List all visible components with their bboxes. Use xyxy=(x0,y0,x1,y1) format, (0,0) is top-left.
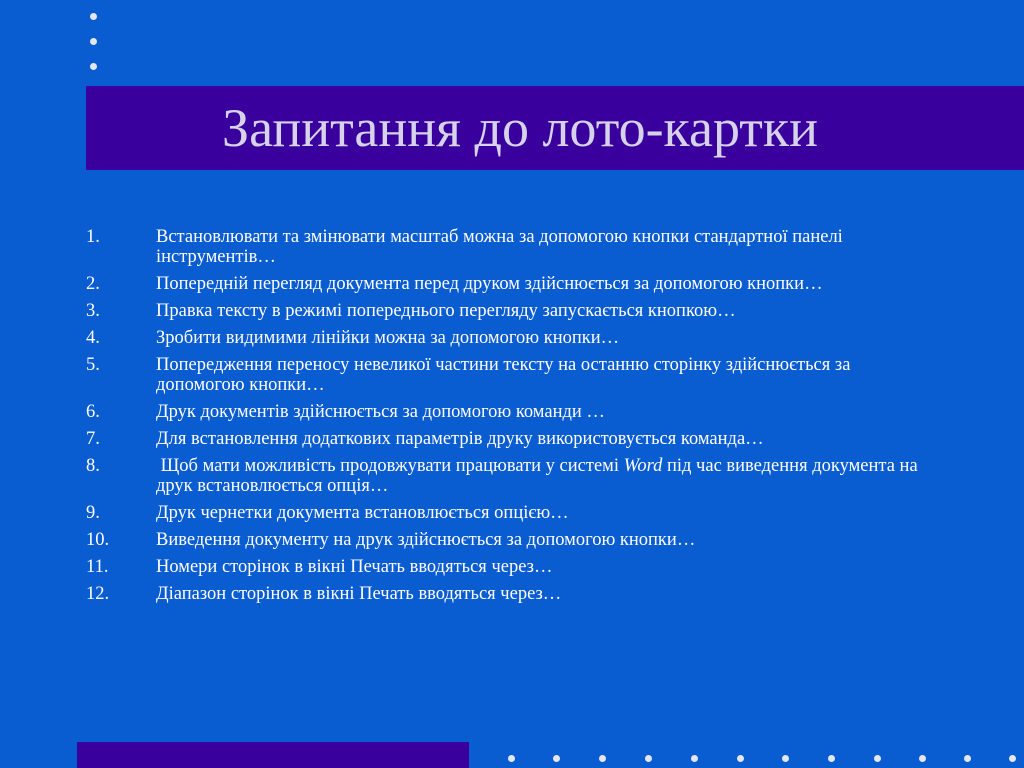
question-number: 3. xyxy=(86,301,100,321)
question-text: Попередній перегляд документа перед друком здійснюється за допомогою кнопки… xyxy=(156,274,823,294)
decor-dot xyxy=(90,13,97,20)
question-text xyxy=(156,456,936,496)
decor-dot xyxy=(874,755,881,762)
word-emphasis: Word xyxy=(623,456,663,476)
question-text: Виведення документу на друк здійснюється за допомогою кнопки… xyxy=(156,530,696,550)
question-number: 8. xyxy=(86,456,100,476)
question-item xyxy=(86,227,986,267)
question-number: 9. xyxy=(86,503,100,523)
question-number: 10. xyxy=(86,530,110,550)
decor-dot xyxy=(599,755,606,762)
decor-dot xyxy=(90,38,97,45)
question-item xyxy=(86,584,986,604)
slide-title: Запитання до лото-картки xyxy=(222,98,818,158)
question-text: Друк документів здійснюється за допомогою команди … xyxy=(156,402,605,422)
decor-dot xyxy=(782,755,789,762)
question-number: 2. xyxy=(86,274,100,294)
decor-dot xyxy=(508,755,515,762)
question-text: Попередження переносу невеликої частини тексту на останню сторінку здійснюється за допомогою кнопки… xyxy=(156,355,851,395)
decor-dot xyxy=(1009,755,1016,762)
question-item xyxy=(86,557,986,577)
question-number: 6. xyxy=(86,402,100,422)
decor-dot xyxy=(645,755,652,762)
question-text: Встановлювати та змінювати масштаб можна за допомогою кнопки стандартної панелі інструментів… xyxy=(156,227,843,267)
question-number: 4. xyxy=(86,328,100,348)
question-item xyxy=(86,456,986,496)
footer-band xyxy=(77,742,469,768)
question-text: Номери сторінок в вікні Печать вводяться через… xyxy=(156,557,553,577)
question-item xyxy=(86,530,986,550)
questions-list xyxy=(86,227,986,611)
question-item xyxy=(86,355,986,395)
question-item xyxy=(86,328,986,348)
question-item xyxy=(86,503,986,523)
question-number: 5. xyxy=(86,355,100,375)
question-text: Зробити видимими лінійки можна за допомогою кнопки… xyxy=(156,328,620,348)
question-text: Для встановлення додаткових параметрів друку використовується команда… xyxy=(156,429,764,449)
question-item xyxy=(86,274,986,294)
question-item xyxy=(86,429,986,449)
question-item xyxy=(86,402,986,422)
question-text-part: Щоб мати можливість продовжувати працювати у системі xyxy=(156,456,624,476)
question-text: Правка тексту в режимі попереднього перегляду запускається кнопкою… xyxy=(156,301,736,321)
decor-dot xyxy=(90,63,97,70)
question-number: 12. xyxy=(86,584,110,604)
decor-dot xyxy=(691,755,698,762)
decor-dot xyxy=(828,755,835,762)
decor-dot xyxy=(964,755,971,762)
question-number: 7. xyxy=(86,429,100,449)
decor-dot xyxy=(553,755,560,762)
decor-dot xyxy=(737,755,744,762)
question-item xyxy=(86,301,986,321)
question-text-part: під час виведення документа на друк встановлюється опція… xyxy=(156,456,918,496)
question-number: 11. xyxy=(86,557,109,577)
question-text: Друк чернетки документа встановлюється опцією… xyxy=(156,503,569,523)
question-number: 1. xyxy=(86,227,100,247)
question-text: Діапазон сторінок в вікні Печать вводяться через… xyxy=(156,584,562,604)
decor-dot xyxy=(919,755,926,762)
